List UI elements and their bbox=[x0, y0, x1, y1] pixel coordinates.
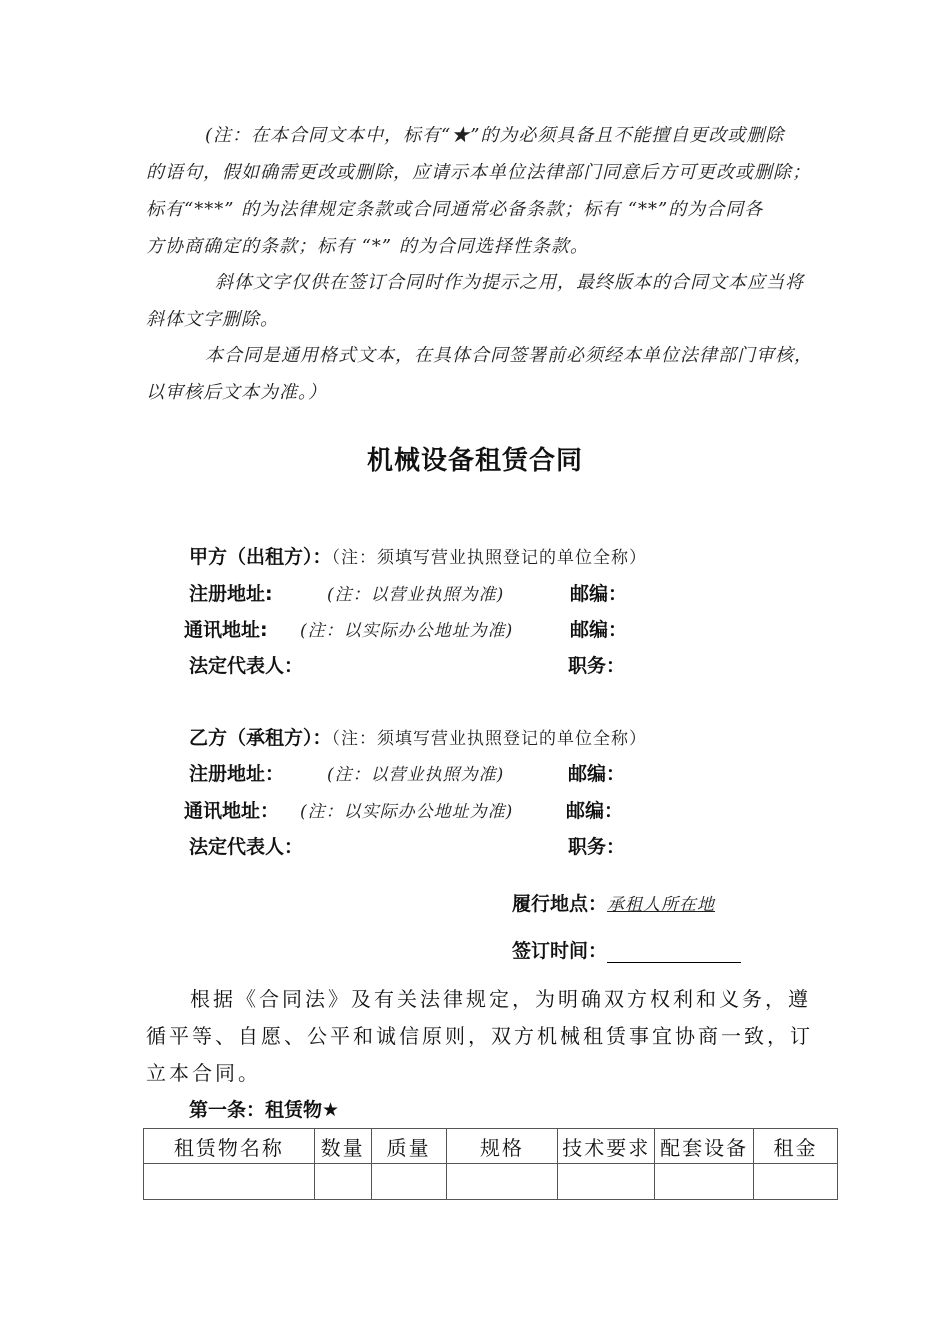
party-b-title-label: 职务： bbox=[568, 836, 626, 858]
party-a-title-label: 职务： bbox=[568, 655, 626, 677]
col-header-quality: 质量 bbox=[371, 1129, 446, 1164]
col-header-accessories: 配套设备 bbox=[655, 1129, 754, 1164]
notice-line: 方协商确定的条款；标有 “*” 的为合同选择性条款。 bbox=[146, 236, 589, 257]
party-a-zip2-label: 邮编： bbox=[570, 619, 628, 641]
party-a-label: 甲方（出租方）： bbox=[189, 546, 332, 568]
party-a-reg-addr-hint: (注：以营业执照为准) bbox=[327, 585, 505, 605]
col-header-spec: 规格 bbox=[446, 1129, 558, 1164]
table-cell[interactable] bbox=[144, 1164, 315, 1200]
party-a-rep-label: 法定代表人： bbox=[189, 655, 304, 677]
notice-line: 标有“***” 的为法律规定条款或合同通常必备条款；标有 “**”的为合同各 bbox=[146, 199, 764, 220]
party-a-comm-addr-label: 通讯地址: bbox=[184, 619, 268, 641]
party-b-comm-addr-hint: (注：以实际办公地址为准) bbox=[300, 802, 514, 822]
party-a-reg-addr-label: 注册地址: bbox=[189, 583, 273, 605]
party-b-reg-addr-hint: (注：以营业执照为准) bbox=[327, 765, 505, 785]
col-header-rent: 租金 bbox=[754, 1129, 838, 1164]
party-b-label: 乙方（承租方）： bbox=[189, 727, 332, 749]
party-b-hint: （注：须填写营业执照登记的单位全称） bbox=[331, 729, 648, 749]
performance-place-label: 履行地点： bbox=[512, 893, 608, 915]
table-cell[interactable] bbox=[558, 1164, 655, 1200]
party-b-comm-addr-label: 通讯地址： bbox=[184, 800, 280, 822]
party-a-zip-label: 邮编： bbox=[570, 583, 628, 605]
col-header-quantity: 数量 bbox=[314, 1129, 371, 1164]
document-title: 机械设备租赁合同 bbox=[366, 446, 583, 476]
table-cell[interactable] bbox=[754, 1164, 838, 1200]
performance-place-value: 承租人所在地 bbox=[607, 895, 716, 915]
party-b-row bbox=[189, 723, 647, 750]
table-header-row bbox=[144, 1129, 838, 1164]
intro-line: 根据《合同法》及有关法律规定，为明确双方权利和义务，遵 bbox=[190, 987, 811, 1011]
col-header-tech-req: 技术要求 bbox=[558, 1129, 655, 1164]
table-cell[interactable] bbox=[446, 1164, 558, 1200]
signing-time bbox=[512, 936, 741, 963]
performance-place bbox=[512, 889, 715, 916]
notice-line: 斜体文字仅供在签订合同时作为提示之用，最终版本的合同文本应当将 bbox=[215, 272, 804, 293]
rental-items-table bbox=[143, 1128, 838, 1200]
table-row bbox=[144, 1164, 838, 1200]
intro-line: 循平等、自愿、公平和诚信原则，双方机械租赁事宜协商一致，订 bbox=[146, 1024, 813, 1048]
party-b-rep-label: 法定代表人： bbox=[189, 836, 304, 858]
party-b-reg-addr-label: 注册地址： bbox=[189, 763, 285, 785]
signing-time-blank[interactable] bbox=[607, 942, 741, 963]
table-cell[interactable] bbox=[314, 1164, 371, 1200]
intro-line: 立本合同。 bbox=[146, 1061, 261, 1085]
party-b-zip-label: 邮编： bbox=[568, 763, 626, 785]
party-a-hint: （注：须填写营业执照登记的单位全称） bbox=[331, 548, 648, 568]
party-a-row bbox=[189, 542, 647, 569]
notice-line: (注：在本合同文本中，标有“★”的为必须具备且不能擅自更改或删除 bbox=[205, 125, 785, 146]
table-cell[interactable] bbox=[655, 1164, 754, 1200]
col-header-name: 租赁物名称 bbox=[144, 1129, 315, 1164]
party-b-zip2-label: 邮编： bbox=[566, 800, 624, 822]
notice-line: 斜体文字删除。 bbox=[146, 309, 279, 330]
table-cell[interactable] bbox=[371, 1164, 446, 1200]
article-1-heading: 第一条：租赁物★ bbox=[189, 1099, 340, 1121]
signing-time-label: 签订时间： bbox=[512, 940, 608, 962]
notice-line: 的语句，假如确需更改或删除，应请示本单位法律部门同意后方可更改或删除； bbox=[146, 162, 811, 183]
notice-line: 本合同是通用格式文本，在具体合同签署前必须经本单位法律部门审核， bbox=[205, 345, 813, 366]
notice-line: 以审核后文本为准。） bbox=[146, 382, 327, 403]
party-a-comm-addr-hint: (注：以实际办公地址为准) bbox=[300, 621, 514, 641]
